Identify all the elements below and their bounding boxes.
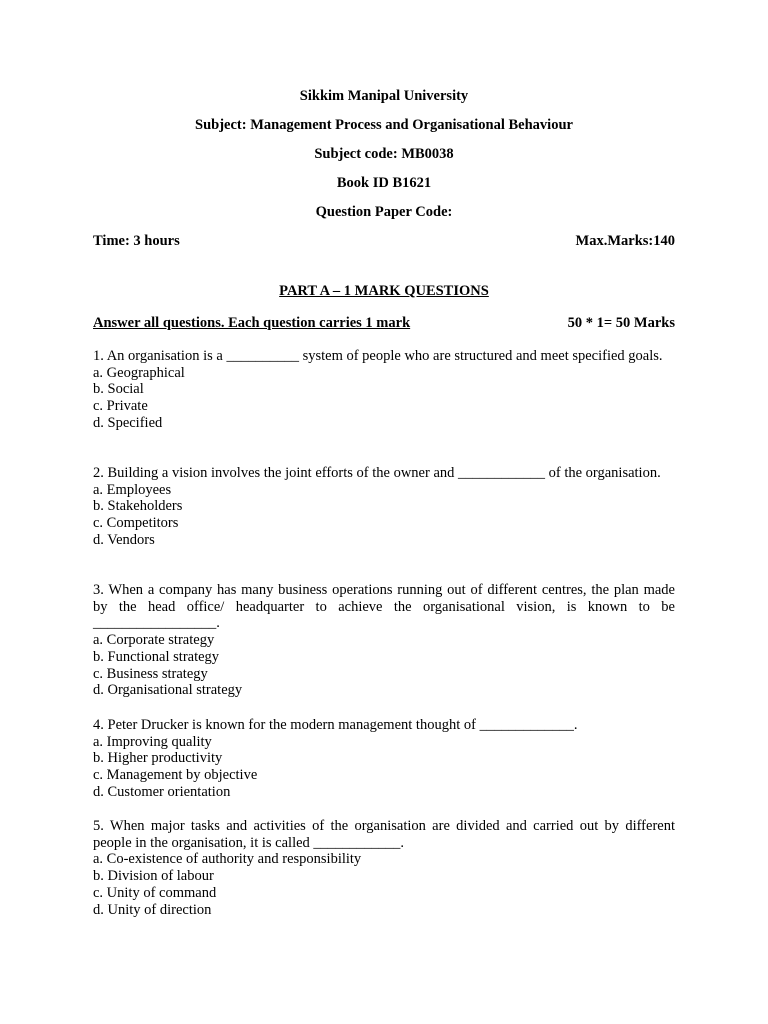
option-d: d. Customer orientation [93, 783, 231, 800]
max-marks: Max.Marks:140 [575, 233, 675, 249]
option-a: a. Corporate strategy [93, 632, 215, 649]
option-c: c. Competitors [93, 515, 179, 532]
instruction-row [93, 315, 675, 332]
question-3 [93, 582, 675, 699]
option-b: b. Stakeholders [93, 498, 183, 515]
subject-code: Subject code: MB0038 [314, 146, 454, 162]
question-2 [93, 465, 675, 549]
question-paper-code: Question Paper Code: [315, 204, 453, 220]
option-a: a. Co-existence of authority and responsibility [93, 851, 362, 868]
option-a: a. Improving quality [93, 733, 212, 750]
option-b: b. Functional strategy [93, 648, 220, 665]
question-text: 3. When a company has many business operations running out of different centres, the plan made by the head office/ headquarter to achieve the organisational vision, is known to be _________________. [93, 582, 675, 632]
question-text: 4. Peter Drucker is known for the modern management thought of _____________. [93, 717, 578, 733]
part-a-heading [0, 283, 768, 300]
option-a: a. Employees [93, 481, 172, 498]
university-name: Sikkim Manipal University [299, 88, 469, 104]
option-b: b. Social [93, 381, 144, 398]
option-b: b. Higher productivity [93, 750, 223, 767]
option-c: c. Management by objective [93, 767, 258, 784]
question-5 [93, 818, 675, 918]
instruction-text: Answer all questions. Each question carries 1 mark [93, 315, 411, 331]
book-id: Book ID B1621 [336, 175, 432, 191]
part-a-title: PART A – 1 MARK QUESTIONS [279, 283, 489, 299]
option-c: c. Unity of command [93, 884, 217, 901]
time-marks-row [93, 233, 675, 250]
option-d: d. Specified [93, 414, 163, 431]
option-d: d. Unity of direction [93, 901, 212, 918]
option-b: b. Division of labour [93, 868, 214, 885]
option-d: d. Vendors [93, 531, 155, 548]
time-allowed: Time: 3 hours [93, 233, 180, 249]
option-a: a. Geographical [93, 364, 185, 381]
question-4 [93, 717, 675, 801]
option-c: c. Private [93, 398, 148, 415]
question-text: 2. Building a vision involves the joint efforts of the owner and ____________ of the organisation. [93, 465, 661, 481]
option-c: c. Business strategy [93, 665, 208, 682]
question-text: 1. An organisation is a __________ system of people who are structured and meet specified goals. [93, 348, 663, 364]
subject-line: Subject: Management Process and Organisational Behaviour [195, 117, 573, 133]
section-marks: 50 * 1= 50 Marks [567, 315, 675, 331]
question-1 [93, 348, 675, 432]
option-d: d. Organisational strategy [93, 682, 243, 699]
question-text: 5. When major tasks and activities of the organisation are divided and carried out by different people in the organisation, it is called ____________. [93, 818, 675, 851]
